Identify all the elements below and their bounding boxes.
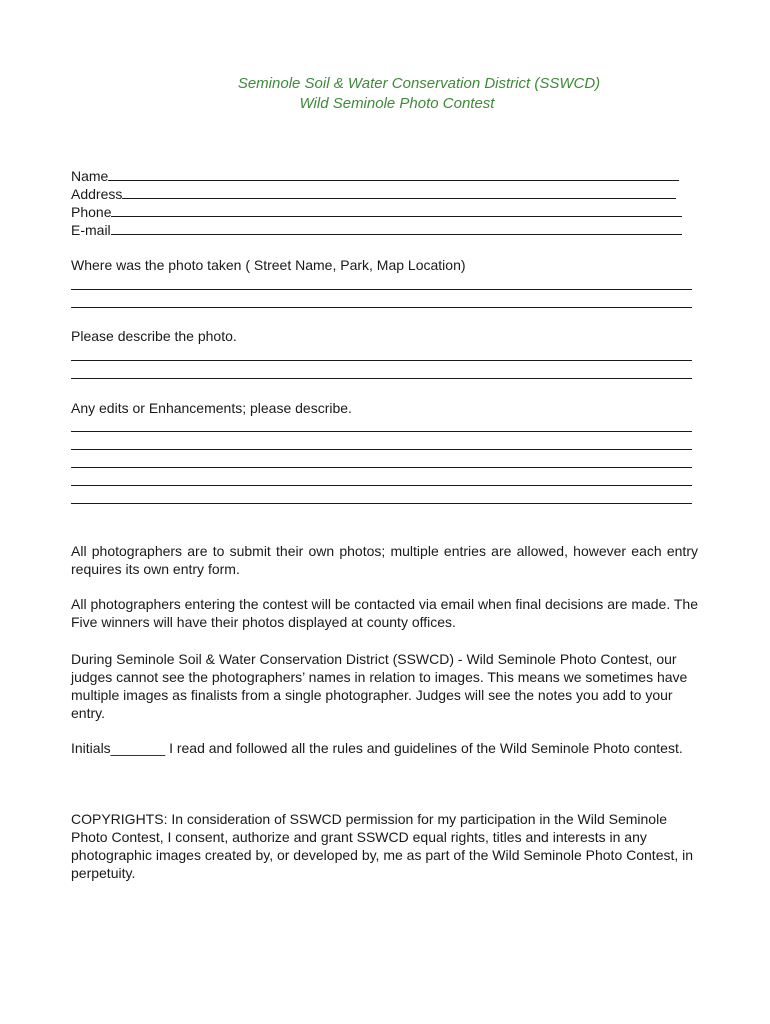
copyright-paragraph: COPYRIGHTS: In consideration of SSWCD permission for my participation in the Wild Seminole Photo Contest, I consent, authorize and grant SSWCD equal rights, titles and interests in any photographic images created by, or developed by, me as part of the Wild Seminole Photo Contest, in perpetuity. — [71, 811, 694, 881]
describe-answer-line[interactable] — [71, 378, 692, 379]
location-answer-line[interactable] — [71, 307, 692, 308]
edits-answer-line[interactable] — [71, 431, 692, 432]
name-field[interactable] — [108, 166, 679, 181]
form-title-contest: Wild Seminole Photo Contest — [299, 95, 495, 112]
form-title-district: Seminole Soil & Water Conservation District (SSWCD) — [237, 75, 601, 92]
initials-paragraph — [71, 739, 698, 757]
edits-answer-line[interactable] — [71, 467, 692, 468]
address-field-row — [71, 184, 676, 202]
rules-paragraph-judging: During Seminole Soil & Water Conservation District (SSWCD) - Wild Seminole Photo Contest, our judges cannot see the photographers’ names in relation to images. This means we sometimes have multiple images as finalists from a single photographer. Judges will see the notes you add to your entry. — [71, 651, 688, 721]
name-field-row — [71, 166, 679, 184]
edits-answer-line[interactable] — [71, 485, 692, 486]
rules-paragraph-entries: All photographers are to submit their own photos; multiple entries are allowed, however each entry requires its own entry form. — [71, 543, 698, 577]
phone-field[interactable] — [111, 202, 682, 217]
email-field-row — [71, 220, 682, 238]
rules-paragraph-contact: All photographers entering the contest will be contacted via email when final decisions are made. The Five winners will have their photos displayed at county offices. — [71, 596, 698, 630]
name-label: Name — [71, 168, 109, 184]
email-field[interactable] — [111, 220, 682, 235]
location-answer-line[interactable] — [71, 289, 692, 290]
address-label: Address — [71, 186, 123, 202]
describe-question: Please describe the photo. — [71, 328, 237, 344]
edits-answer-line[interactable] — [71, 503, 692, 504]
phone-field-row — [71, 202, 682, 220]
email-label: E-mail — [71, 222, 111, 238]
initials-field[interactable]: Initials_______ — [71, 740, 166, 756]
initials-statement: I read and followed all the rules and guidelines of the Wild Seminole Photo contest. — [165, 740, 683, 756]
phone-label: Phone — [71, 204, 112, 220]
describe-answer-line[interactable] — [71, 360, 692, 361]
edits-question: Any edits or Enhancements; please describe. — [71, 400, 352, 416]
location-question: Where was the photo taken ( Street Name, Park, Map Location) — [71, 257, 466, 273]
address-field[interactable] — [122, 184, 676, 199]
edits-answer-line[interactable] — [71, 449, 692, 450]
